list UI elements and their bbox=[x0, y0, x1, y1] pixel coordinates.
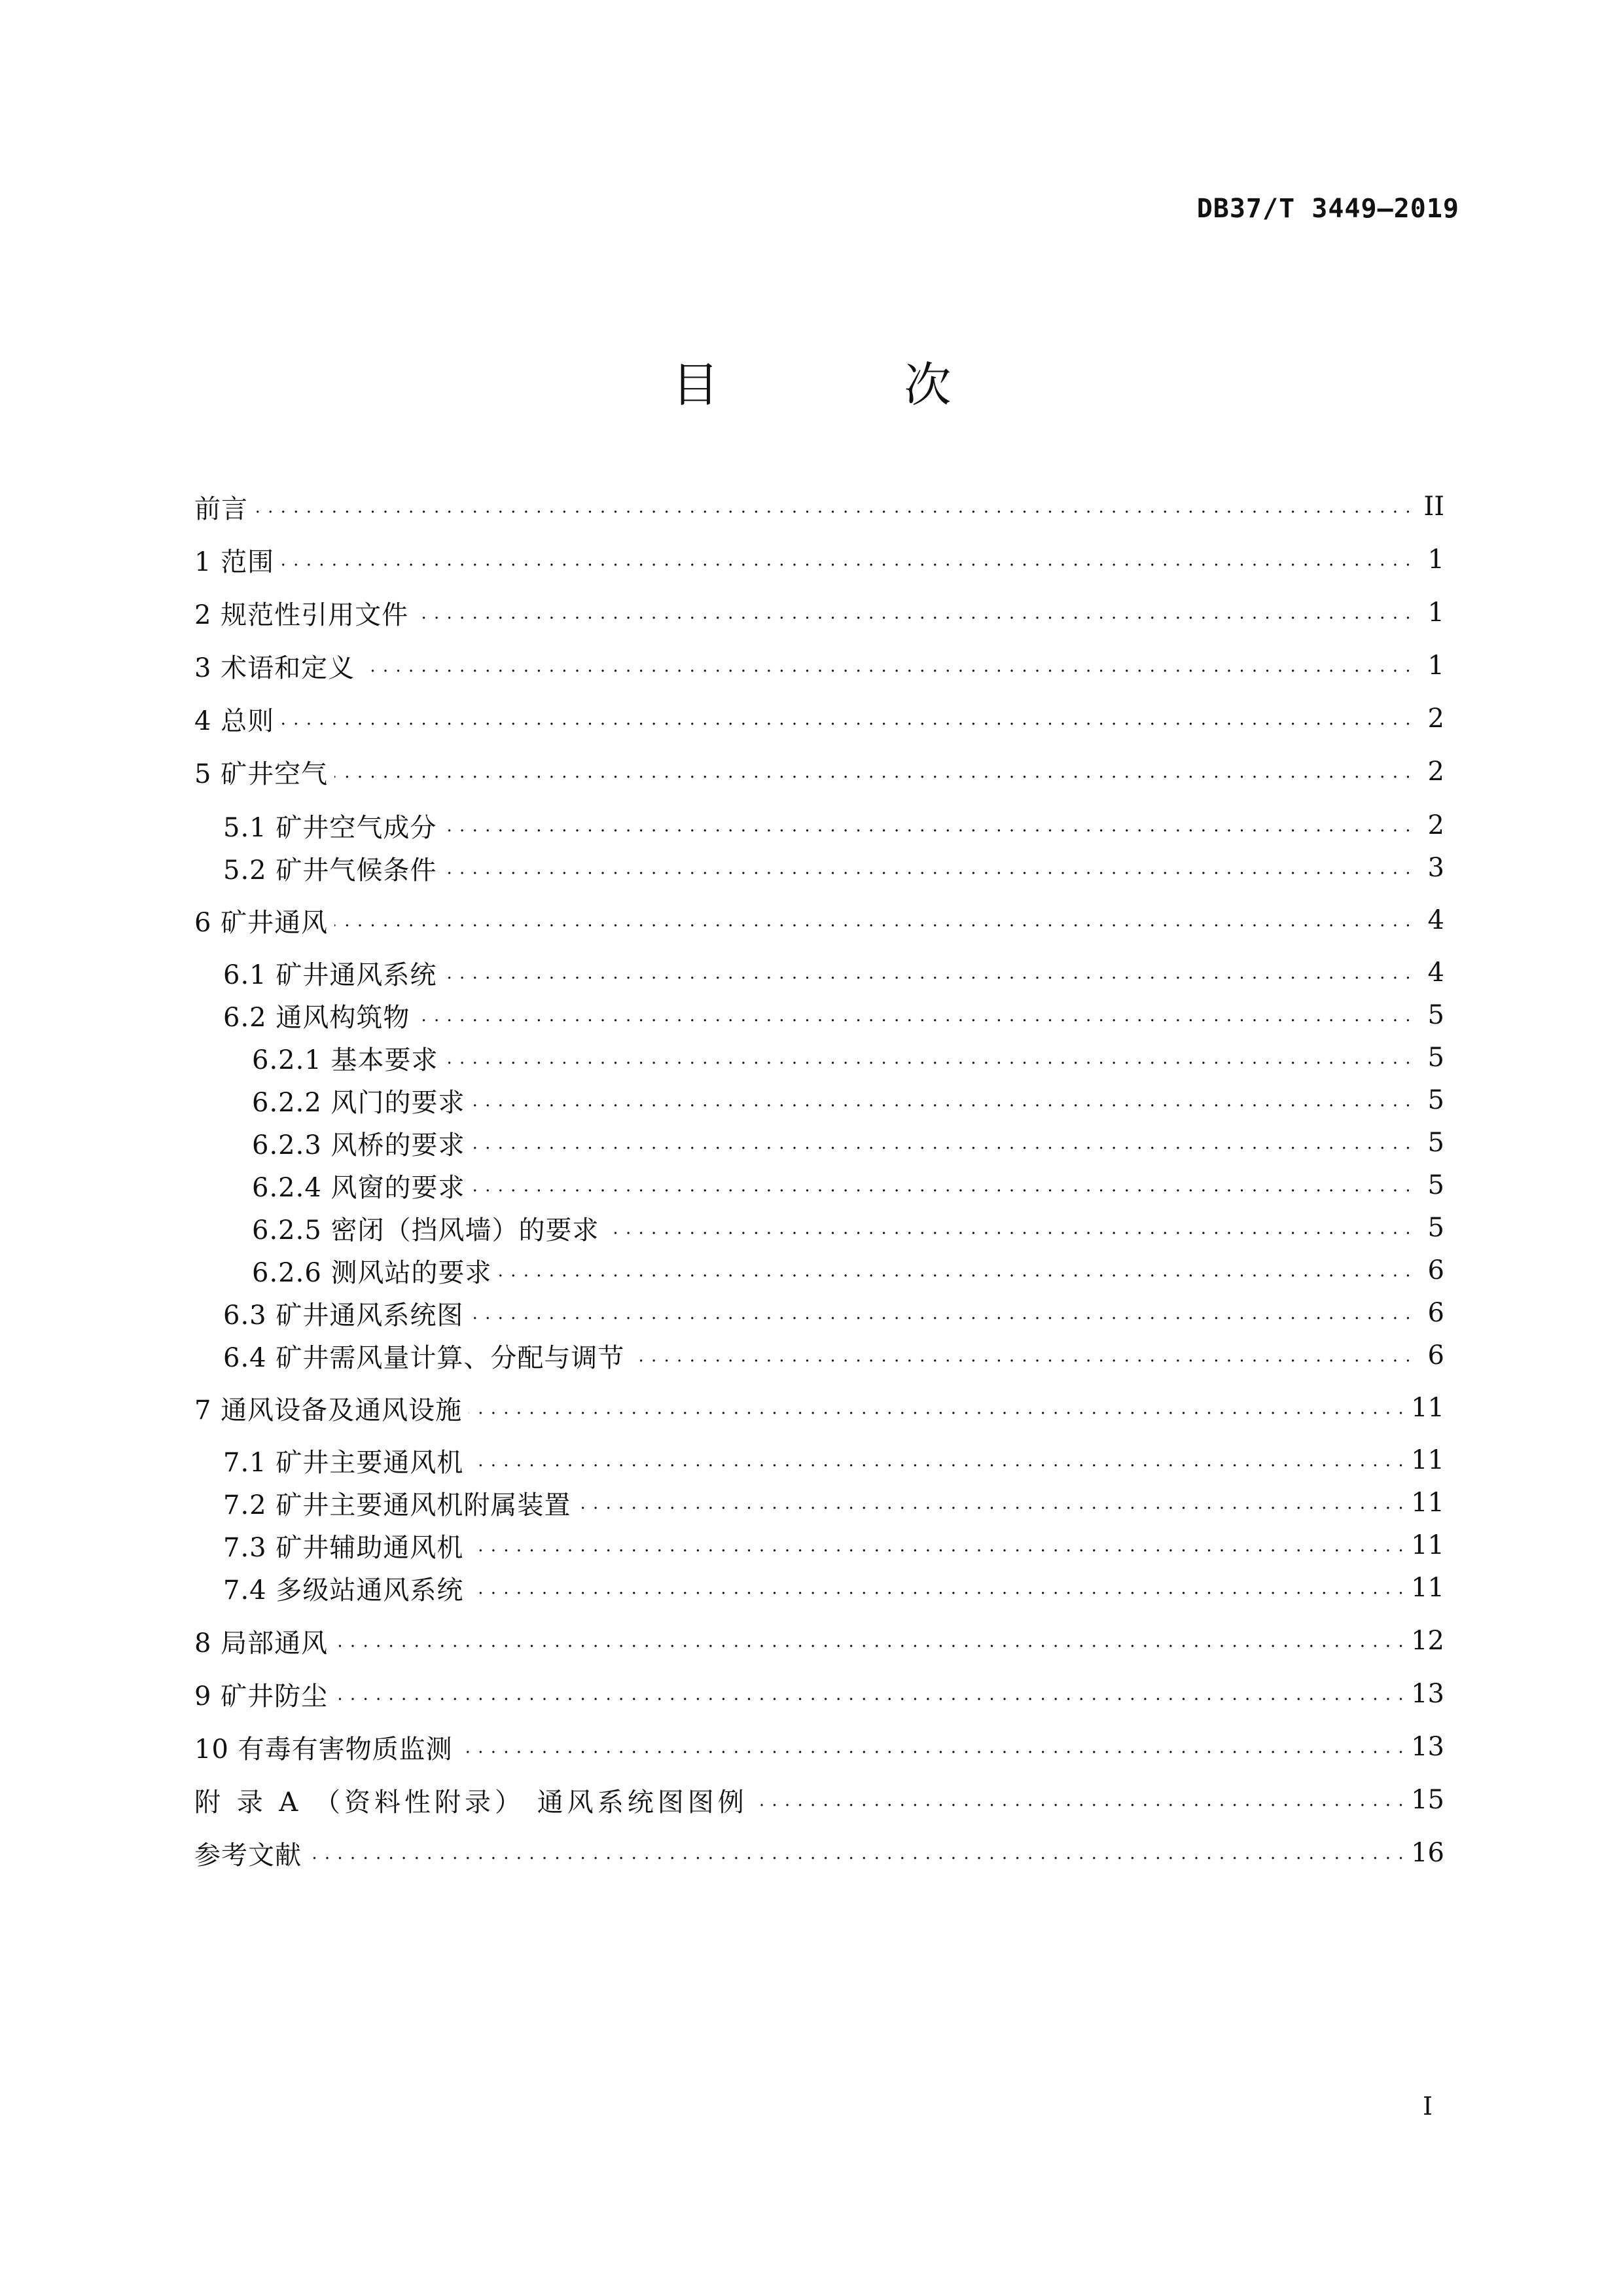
toc-entry-page: 6 bbox=[1427, 1255, 1444, 1285]
toc-entry-label: 6.2.6 测风站的要求 bbox=[252, 1257, 492, 1288]
toc-entry-page: 5 bbox=[1427, 1170, 1444, 1200]
toc-entry-ventilation-structures[interactable] bbox=[194, 998, 1444, 1032]
toc-entry-label: 7 通风设备及通风设施 bbox=[194, 1395, 463, 1426]
toc-entry-page: 2 bbox=[1427, 704, 1444, 734]
toc-entry-auxiliary-fan[interactable] bbox=[194, 1528, 1444, 1562]
toc-entry-label: 6 矿井通风 bbox=[194, 907, 329, 938]
toc-leader-dots bbox=[470, 1447, 1404, 1473]
toc-leader-dots bbox=[577, 1490, 1404, 1516]
toc-entry-label: 5.1 矿井空气成分 bbox=[223, 812, 437, 843]
document-code: DB37/T 3449—2019 bbox=[1196, 194, 1459, 224]
toc-leader-dots bbox=[308, 1840, 1404, 1866]
page-title: 目 次 bbox=[671, 357, 1037, 412]
toc-entry-label: 附 录 A （资料性附录） 通风系统图图例 bbox=[194, 1787, 748, 1818]
toc-leader-dots bbox=[472, 1087, 1412, 1113]
toc-leader-dots bbox=[459, 1734, 1404, 1760]
toc-entry-page: 5 bbox=[1427, 1085, 1444, 1115]
toc-entry-page: 11 bbox=[1411, 1445, 1444, 1475]
toc-entry-foreword[interactable] bbox=[194, 490, 1444, 524]
toc-entry-mine-ventilation[interactable] bbox=[194, 903, 1444, 937]
toc-leader-dots bbox=[631, 1342, 1412, 1369]
toc-entry-mine-air[interactable] bbox=[194, 755, 1444, 789]
toc-entry-page: 13 bbox=[1411, 1679, 1444, 1709]
toc-leader-dots bbox=[472, 1130, 1412, 1156]
toc-entry-label: 4 总则 bbox=[194, 706, 275, 736]
toc-leader-dots bbox=[443, 960, 1412, 986]
toc-leader-dots bbox=[334, 907, 1412, 933]
toc-entry-page: 6 bbox=[1427, 1298, 1444, 1328]
toc-entry-seal[interactable] bbox=[194, 1211, 1444, 1245]
toc-entry-label: 6.2.3 风桥的要求 bbox=[252, 1130, 465, 1160]
toc-leader-dots bbox=[470, 1532, 1404, 1558]
toc-leader-dots bbox=[606, 1215, 1412, 1241]
toc-entry-toxic-monitoring[interactable] bbox=[194, 1730, 1444, 1764]
toc-leader-dots bbox=[281, 547, 1412, 573]
toc-entry-page: 11 bbox=[1411, 1530, 1444, 1560]
toc-entry-label: 6.4 矿井需风量计算、分配与调节 bbox=[223, 1342, 625, 1373]
toc-entry-label: 6.2.1 基本要求 bbox=[252, 1045, 438, 1075]
toc-leader-dots bbox=[334, 1681, 1404, 1707]
toc-entry-label: 9 矿井防尘 bbox=[194, 1681, 329, 1712]
toc-entry-air-demand[interactable] bbox=[194, 1338, 1444, 1372]
toc-entry-page: II bbox=[1423, 492, 1444, 522]
toc-entry-air-door[interactable] bbox=[194, 1083, 1444, 1117]
toc-leader-dots bbox=[416, 1002, 1412, 1028]
page-number: I bbox=[1422, 2092, 1433, 2121]
toc-entry-main-fan[interactable] bbox=[194, 1443, 1444, 1477]
toc-leader-dots bbox=[472, 1172, 1412, 1198]
toc-leader-dots bbox=[470, 1575, 1404, 1601]
toc-entry-label: 7.3 矿井辅助通风机 bbox=[223, 1532, 464, 1563]
toc-entry-page: 1 bbox=[1427, 651, 1444, 681]
toc-entry-page: 1 bbox=[1427, 545, 1444, 575]
toc-entry-page: 11 bbox=[1411, 1393, 1444, 1423]
toc-entry-page: 1 bbox=[1427, 598, 1444, 628]
toc-entry-basic-requirements[interactable] bbox=[194, 1041, 1444, 1075]
toc-entry-label: 3 术语和定义 bbox=[194, 653, 355, 683]
toc-entry-appendix-a[interactable] bbox=[194, 1783, 1444, 1817]
toc-entry-page: 12 bbox=[1411, 1626, 1444, 1656]
toc-entry-mine-air-composition[interactable] bbox=[194, 808, 1444, 842]
toc-leader-dots bbox=[334, 1628, 1404, 1654]
toc-entry-label: 参考文献 bbox=[194, 1840, 302, 1871]
toc-entry-local-ventilation[interactable] bbox=[194, 1624, 1444, 1658]
toc-entry-page: 5 bbox=[1427, 1128, 1444, 1158]
toc-entry-terms[interactable] bbox=[194, 649, 1444, 683]
toc-entry-label: 前言 bbox=[194, 493, 248, 524]
toc-entry-label: 6.1 矿井通风系统 bbox=[223, 960, 437, 990]
toc-entry-label: 7.1 矿井主要通风机 bbox=[223, 1447, 464, 1478]
toc-entry-page: 2 bbox=[1427, 810, 1444, 840]
toc-leader-dots bbox=[281, 706, 1412, 732]
toc-entry-page: 5 bbox=[1427, 1213, 1444, 1243]
toc-entry-normative-references[interactable] bbox=[194, 596, 1444, 630]
toc-entry-multistage-system[interactable] bbox=[194, 1571, 1444, 1605]
toc-entry-label: 6.2.4 风窗的要求 bbox=[252, 1172, 465, 1203]
toc-leader-dots bbox=[415, 600, 1412, 626]
toc-entry-page: 2 bbox=[1427, 757, 1444, 787]
toc-entry-page: 5 bbox=[1427, 1043, 1444, 1073]
toc-leader-dots bbox=[469, 1395, 1404, 1421]
toc-entry-scope[interactable] bbox=[194, 543, 1444, 577]
toc-leader-dots bbox=[499, 1257, 1412, 1283]
toc-entry-label: 6.3 矿井通风系统图 bbox=[223, 1300, 464, 1331]
toc-entry-label: 6.2.2 风门的要求 bbox=[252, 1087, 465, 1118]
toc-entry-ventilation-system[interactable] bbox=[194, 956, 1444, 990]
toc-entry-page: 5 bbox=[1427, 1000, 1444, 1030]
toc-entry-label: 8 局部通风 bbox=[194, 1628, 329, 1659]
toc-leader-dots bbox=[443, 812, 1412, 838]
toc-entry-page: 6 bbox=[1427, 1340, 1444, 1371]
toc-entry-bibliography[interactable] bbox=[194, 1836, 1444, 1870]
toc-entry-air-bridge[interactable] bbox=[194, 1126, 1444, 1160]
toc-entry-label: 6.2.5 密闭（挡风墙）的要求 bbox=[252, 1215, 599, 1246]
toc-entry-page: 15 bbox=[1411, 1785, 1444, 1815]
toc-entry-label: 1 范围 bbox=[194, 547, 275, 577]
toc-entry-measuring-station[interactable] bbox=[194, 1253, 1444, 1287]
toc-leader-dots bbox=[255, 493, 1412, 520]
toc-leader-dots bbox=[361, 653, 1412, 679]
toc-entry-ventilation-diagram[interactable] bbox=[194, 1296, 1444, 1330]
toc-entry-general[interactable] bbox=[194, 702, 1444, 736]
toc-entry-mine-climate[interactable] bbox=[194, 851, 1444, 885]
toc-entry-label: 7.2 矿井主要通风机附属装置 bbox=[223, 1490, 571, 1520]
toc-leader-dots bbox=[443, 855, 1412, 881]
toc-entry-label: 10 有毒有害物质监测 bbox=[194, 1734, 453, 1765]
toc-entry-page: 16 bbox=[1411, 1838, 1444, 1868]
toc-entry-dust-prevention[interactable] bbox=[194, 1677, 1444, 1711]
toc-entry-page: 3 bbox=[1427, 853, 1444, 883]
toc-entry-page: 13 bbox=[1411, 1732, 1444, 1762]
toc-leader-dots bbox=[755, 1787, 1404, 1813]
toc-leader-dots bbox=[470, 1300, 1412, 1326]
toc-leader-dots bbox=[445, 1045, 1412, 1071]
toc-leader-dots bbox=[334, 759, 1412, 785]
toc-entry-ventilation-equipment[interactable] bbox=[194, 1391, 1444, 1425]
toc-entry-label: 7.4 多级站通风系统 bbox=[223, 1575, 464, 1605]
toc-entry-label: 6.2 通风构筑物 bbox=[223, 1002, 410, 1033]
toc-entry-label: 5.2 矿井气候条件 bbox=[223, 855, 437, 886]
toc-entry-air-window[interactable] bbox=[194, 1168, 1444, 1202]
toc-entry-main-fan-auxiliary[interactable] bbox=[194, 1486, 1444, 1520]
toc-entry-page: 11 bbox=[1411, 1488, 1444, 1518]
toc-entry-label: 5 矿井空气 bbox=[194, 759, 329, 789]
toc-entry-page: 11 bbox=[1411, 1573, 1444, 1603]
toc-entry-label: 2 规范性引用文件 bbox=[194, 600, 409, 630]
toc-entry-page: 4 bbox=[1427, 905, 1444, 935]
toc-entry-page: 4 bbox=[1427, 958, 1444, 988]
